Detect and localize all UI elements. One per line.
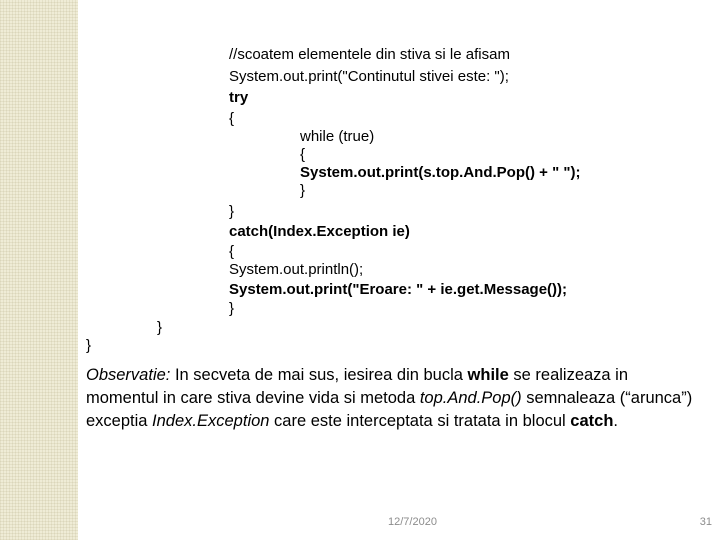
- observation-paragraph: [86, 364, 696, 433]
- note-method-name: top.And.Pop(): [419, 389, 522, 407]
- code-close-brace: }: [157, 319, 163, 336]
- code-open-brace: {: [229, 243, 235, 260]
- note-keyword-while: while: [467, 366, 509, 384]
- code-catch-line: catch(Index.Exception ie): [229, 223, 410, 240]
- code-print-pop-line: System.out.print(s.top.And.Pop() + " ");: [300, 164, 581, 181]
- code-close-brace: }: [229, 203, 235, 220]
- code-print-line: System.out.print("Continutul stivei este: ");: [229, 68, 509, 85]
- note-text: .: [613, 412, 618, 430]
- code-close-brace: }: [300, 182, 306, 199]
- note-text: semnaleaza (“arunca”) exceptia: [86, 389, 693, 430]
- code-println-line: System.out.println();: [229, 261, 364, 278]
- code-close-brace: }: [229, 300, 235, 317]
- note-text: se realizeaza in momentul in care stiva devine vida si metoda: [86, 366, 629, 407]
- code-while-line: while (true): [300, 128, 375, 145]
- note-exception-name: Index.Exception: [152, 412, 270, 430]
- note-text: In secveta de mai sus, iesirea din bucla: [170, 366, 468, 384]
- code-close-brace: }: [86, 337, 92, 354]
- code-open-brace: {: [229, 110, 235, 127]
- code-try-line: try: [229, 89, 249, 106]
- observation-label: Observatie:: [86, 366, 171, 384]
- note-keyword-catch: catch: [570, 412, 614, 430]
- slide-number: 31: [699, 516, 712, 528]
- note-text: care este interceptata si tratata in blocul: [269, 412, 571, 430]
- code-comment-line: //scoatem elementele din stiva si le afisam: [229, 46, 510, 63]
- footer-date: 12/7/2020: [388, 516, 437, 528]
- code-error-print-line: System.out.print("Eroare: " + ie.get.Message());: [229, 281, 568, 298]
- code-open-brace: {: [300, 146, 306, 163]
